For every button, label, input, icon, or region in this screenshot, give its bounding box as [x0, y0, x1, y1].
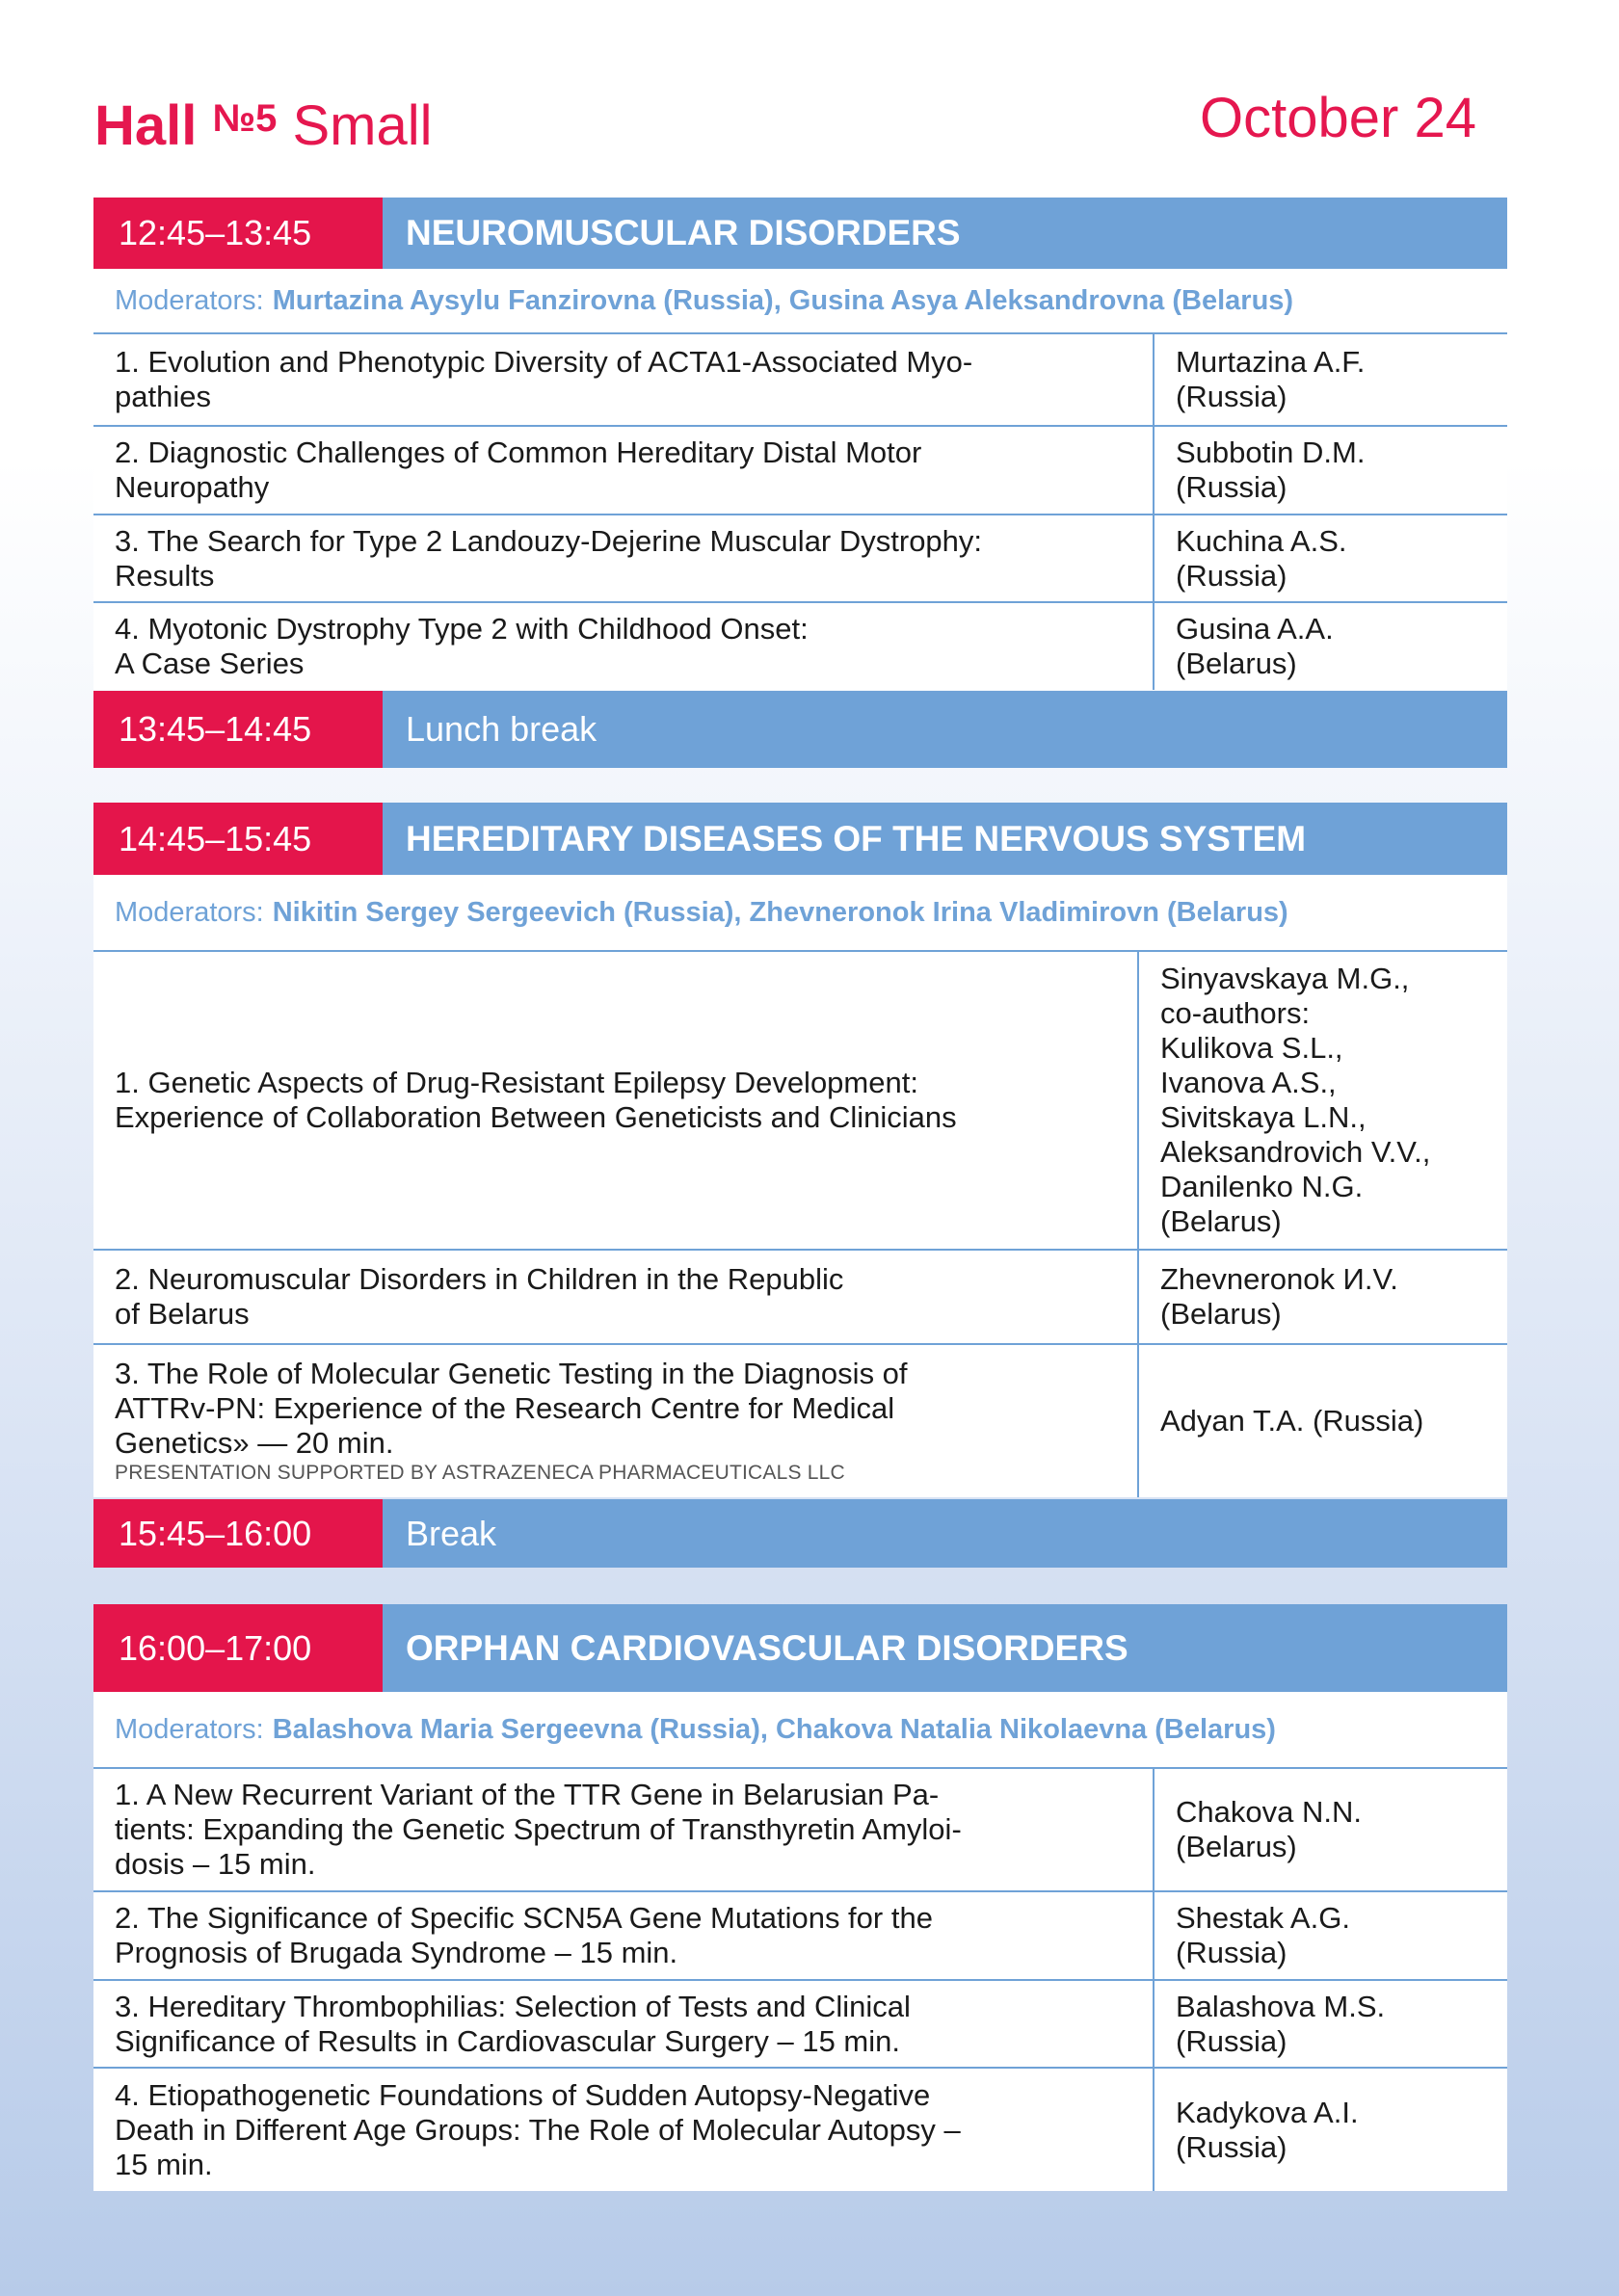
- talk-title: 3. The Role of Molecular Genetic Testing in the Diagnosis of ATTRv-PN: Experience of the Research Centre for Medical Genetics» — 20 min. PRESENTATION SUPPORTED BY ASTRAZENECA PHARMACEUTICALS LLC: [93, 1345, 1139, 1497]
- talk-title: 4. Myotonic Dystrophy Type 2 with Childhood Onset: A Case Series: [93, 603, 1155, 690]
- talk-title: 1. Genetic Aspects of Drug-Resistant Epilepsy Development: Experience of Collaboration Between Geneticists and Clinicians: [93, 952, 1139, 1249]
- talk-title: 1. Evolution and Phenotypic Diversity of ACTA1-Associated Myo- pathies: [93, 334, 1155, 425]
- talk-speaker: Kuchina A.S. (Russia): [1176, 523, 1347, 593]
- talk-speaker: Kadykova A.I. (Russia): [1176, 2095, 1359, 2164]
- talk-row: [93, 952, 1507, 1251]
- talk-speaker: Adyan T.A. (Russia): [1160, 1404, 1424, 1438]
- talk-row: [93, 603, 1507, 690]
- talk-speaker: Murtazina A.F. (Russia): [1176, 345, 1366, 413]
- session-title: NEUROMUSCULAR DISORDERS: [383, 198, 1507, 269]
- session-time: 12:45–13:45: [93, 198, 383, 269]
- event-date: October 24: [1200, 87, 1476, 149]
- session-title: HEREDITARY DISEASES OF THE NERVOUS SYSTEM: [383, 803, 1507, 875]
- talk-title: 2. Diagnostic Challenges of Common Hereditary Distal Motor Neuropathy: [93, 427, 1155, 514]
- moderators-line: [93, 875, 1507, 952]
- session-title: ORPHAN CARDIOVASCULAR DISORDERS: [383, 1604, 1507, 1692]
- break-time: 13:45–14:45: [93, 691, 383, 768]
- talk-speaker: Gusina A.A. (Belarus): [1176, 612, 1334, 680]
- hall-size: Small: [292, 94, 433, 157]
- page-header: [94, 85, 1476, 157]
- talk-row: [93, 1345, 1507, 1497]
- talk-speaker: Shestak A.G. (Russia): [1176, 1901, 1350, 1969]
- session-header: [93, 1604, 1507, 1692]
- talk-title: 1. A New Recurrent Variant of the TTR Gene in Belarusian Pa- tients: Expanding the Genetic Spectrum of Transthyretin Amyloi- dosis – 15 min.: [93, 1769, 1155, 1890]
- talk-speaker: Sinyavskaya M.G., co-authors: Kulikova S.L., Ivanova A.S., Sivitskaya L.N., Aleksandrovich V.V., Danilenko N.G. (Belarus): [1160, 962, 1431, 1238]
- moderators-label: Moderators:: [115, 1713, 264, 1745]
- hall-title: [94, 85, 433, 160]
- moderators-line: [93, 269, 1507, 334]
- talk-speaker: Balashova M.S. (Russia): [1176, 1989, 1386, 2058]
- break-bar: [93, 691, 1507, 768]
- talk-row: [93, 427, 1507, 515]
- talk-title: 2. Neuromuscular Disorders in Children in the Republic of Belarus: [93, 1251, 1139, 1343]
- talks-table: [93, 334, 1507, 690]
- moderators-line: [93, 1692, 1507, 1769]
- talk-row: [93, 334, 1507, 427]
- hall-number: №5: [212, 97, 278, 140]
- talk-title: 4. Etiopathogenetic Foundations of Sudden Autopsy-Negative Death in Different Age Groups: The Role of Molecular Autopsy – 15 min.: [93, 2069, 1155, 2191]
- talk-title: 3. The Search for Type 2 Landouzy-Dejerine Muscular Dystrophy: Results: [93, 515, 1155, 601]
- moderators-names: Nikitin Sergey Sergeevich (Russia), Zhevneronok Irina Vladimirovn (Belarus): [272, 896, 1288, 928]
- talk-row: [93, 515, 1507, 603]
- session-time: 16:00–17:00: [93, 1604, 383, 1692]
- session-header: [93, 803, 1507, 875]
- break-label: Break: [383, 1499, 1507, 1568]
- talk-speaker: Zhevneronok И.V. (Belarus): [1160, 1262, 1398, 1331]
- break-label: Lunch break: [383, 691, 1507, 768]
- moderators-names: Balashova Maria Sergeevna (Russia), Chakova Natalia Nikolaevna (Belarus): [272, 1713, 1276, 1745]
- talk-row: [93, 1769, 1507, 1892]
- moderators-label: Moderators:: [115, 896, 264, 928]
- talk-row: [93, 1981, 1507, 2069]
- talk-title: 3. Hereditary Thrombophilias: Selection of Tests and Clinical Significance of Results in Cardiovascular Surgery – 15 min.: [93, 1981, 1155, 2067]
- sponsor-note: PRESENTATION SUPPORTED BY ASTRAZENECA PHARMACEUTICALS LLC: [115, 1462, 845, 1484]
- moderators-label: Moderators:: [115, 284, 264, 316]
- talks-table: [93, 952, 1507, 1497]
- talk-speaker: Subbotin D.M. (Russia): [1176, 435, 1366, 504]
- session-header: [93, 198, 1507, 269]
- talk-row: [93, 2069, 1507, 2191]
- session-time: 14:45–15:45: [93, 803, 383, 875]
- talk-title: 2. The Significance of Specific SCN5A Gene Mutations for the Prognosis of Brugada Syndrome – 15 min.: [93, 1892, 1155, 1979]
- talk-row: [93, 1251, 1507, 1345]
- moderators-names: Murtazina Aysylu Fanzirovna (Russia), Gusina Asya Aleksandrovna (Belarus): [272, 284, 1294, 316]
- talk-speaker: Chakova N.N. (Belarus): [1176, 1795, 1362, 1863]
- talk-row: [93, 1892, 1507, 1981]
- hall-word: Hall: [94, 94, 198, 157]
- break-bar: [93, 1499, 1507, 1568]
- talks-table: [93, 1769, 1507, 2191]
- break-time: 15:45–16:00: [93, 1499, 383, 1568]
